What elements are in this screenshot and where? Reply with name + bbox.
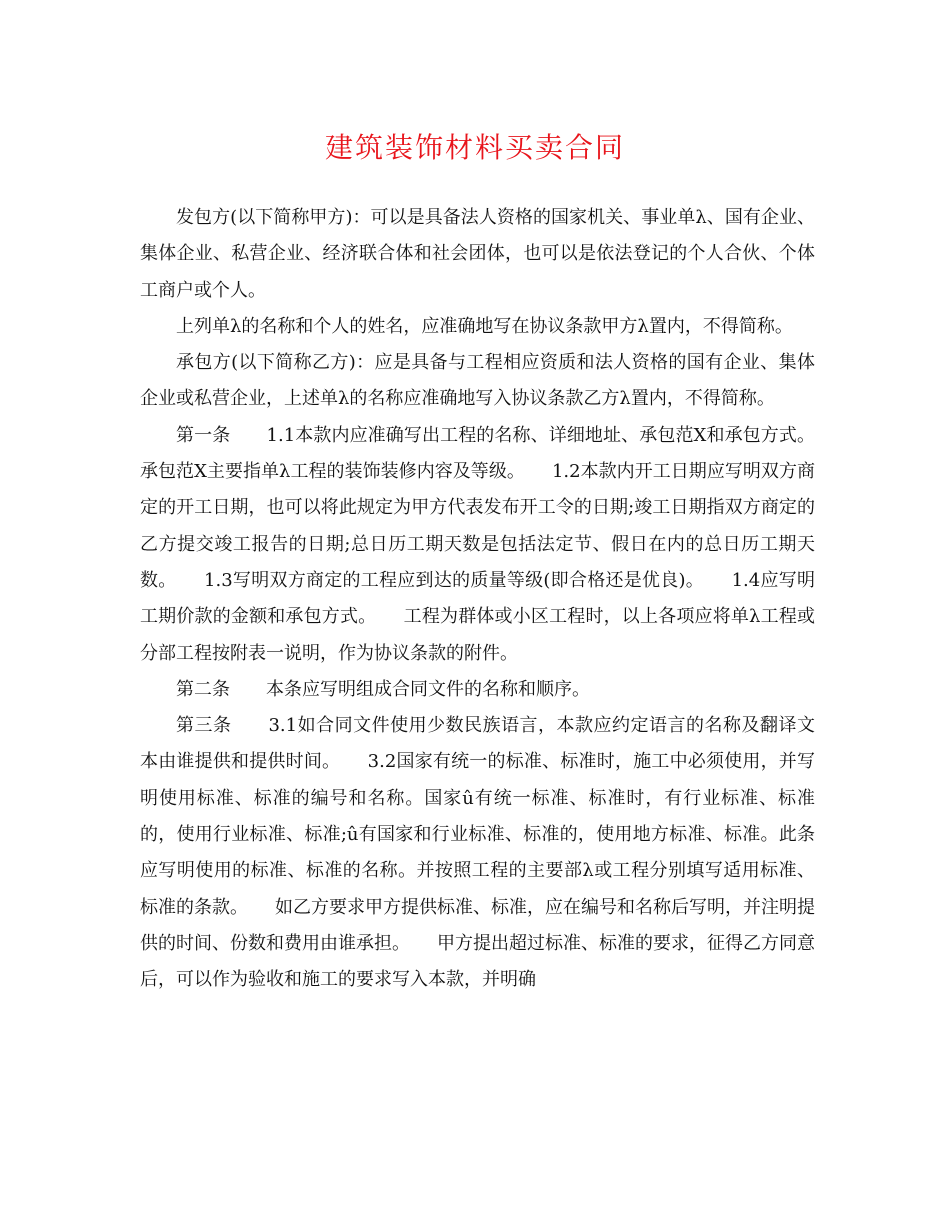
paragraph-unit-names: 上列单λ的名称和个人的姓名，应准确地写在协议条款甲方λ置内，不得简称。 xyxy=(176,315,793,337)
paragraph-article-3: 第三条 3.1如合同文件使用少数民族语言，本款应约定语言的名称及翻译文本由谁提供和提供时间。 3.2国家有统一的标准、标准时，施工中必须使用，并写明使用标准、标准的编号和名称。国家û有统一标准、标准时，有行业标准、标准的，使用行业标准、标准;û有国家和行业标准、标准的，使用地方标准、标准。此条应写明使用的标准、标准的名称。并按照工程的主要部λ或工程分别填写适用标准、标准的条款。 如乙方要求甲方提供标准、标准，应在编号和名称后写明，并注明提供的时间、份数和费用由谁承担。 甲方提出超过标准、标准的要求，征得乙方同意后，可以作为验收和施工的要求写入本款，并明确 xyxy=(140,715,815,991)
paragraph-article-2: 第二条 本条应写明组成合同文件的名称和顺序。 xyxy=(176,678,590,700)
paragraph-contractor-b: 承包方(以下简称乙方)：应是具备与工程相应资质和法人资格的国有企业、集体企业或私营企业，上述单λ的名称应准确地写入协议条款乙方λ置内，不得简称。 xyxy=(140,352,815,410)
document-body xyxy=(140,200,815,999)
paragraph-article-1: 第一条 1.1本款内应准确写出工程的名称、详细地址、承包范X和承包方式。承包范X主要指单λ工程的装饰装修内容及等级。 1.2本款内开工日期应写明双方商定的开工日期，也可以将此规定为甲方代表发布开工令的日期;竣工日期指双方商定的乙方提交竣工报告的日期;总日历工期天数是包括法定节、假日在内的总日历工期天数。 1.3写明双方商定的工程应到达的质量等级(即合格还是优良)。 1.4应写明工期价款的金额和承包方式。 工程为群体或小区工程时，以上各项应将单λ工程或分部工程按附表一说明，作为协议条款的附件。 xyxy=(140,424,815,664)
document-title: 建筑装饰材料买卖合同 xyxy=(324,131,625,164)
paragraph-contractor-a: 发包方(以下简称甲方)：可以是具备法人资格的国家机关、事业单λ、国有企业、集体企业、私营企业、经济联合体和社会团体，也可以是依法登记的个人合伙、个体工商户或个人。 xyxy=(140,207,815,301)
